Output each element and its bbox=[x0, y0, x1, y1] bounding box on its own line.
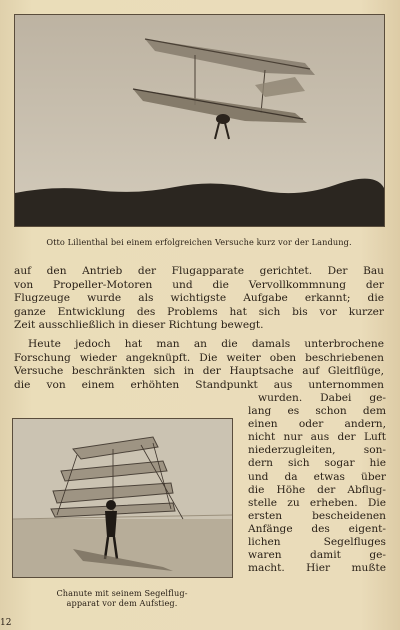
text-line: auf den Antrieb der Flugapparate gerichtet. Der Bau bbox=[14, 265, 384, 277]
text-line: macht. Hier mußte bbox=[248, 562, 386, 575]
text-line: einen oder andern, bbox=[248, 418, 386, 431]
glider-in-flight-image bbox=[15, 15, 384, 226]
text-line: nicht nur aus der Luft bbox=[248, 431, 386, 444]
text-line: die von einem erhöhten Standpunkt aus unternommen bbox=[14, 378, 384, 391]
paragraph-2 bbox=[14, 338, 384, 392]
text-line: Anfänge des eigent- bbox=[248, 522, 386, 535]
page-number: 12 bbox=[0, 618, 12, 628]
text-line: Zeit ausschließlich in dieser Richtung bewegt. bbox=[14, 319, 264, 332]
text-line: und da etwas über bbox=[248, 470, 386, 483]
text-line: Flugzeuge wurde als wichtigste Aufgabe erkannt; die bbox=[14, 292, 384, 305]
text-line: wurden. Dabei ge- bbox=[258, 392, 386, 404]
text-line: niederzugleiten, son- bbox=[248, 444, 386, 457]
text-line: waren damit ge- bbox=[248, 549, 386, 562]
text-line: die Höhe der Abflug- bbox=[248, 483, 386, 496]
text-line: lichen Segelfluges bbox=[248, 536, 386, 549]
multiplane-glider-image bbox=[13, 419, 232, 577]
text-line: lang es schon dem bbox=[248, 405, 386, 418]
caption-line: apparat vor dem Aufstieg. bbox=[66, 598, 178, 608]
text-line: stelle zu erheben. Die bbox=[248, 496, 386, 509]
text-line: ersten bescheidenen bbox=[248, 509, 386, 522]
text-line: ganze Entwicklung des Problems hat sich bis vor kurzer bbox=[14, 305, 384, 318]
bottom-photo-caption bbox=[12, 588, 232, 608]
caption-line: Chanute mit seinem Segelflug- bbox=[56, 588, 188, 598]
top-photo-caption: Otto Lilienthal bei einem erfolgreichen Versuche kurz vor der Landung. bbox=[46, 237, 352, 247]
text-line: Heute jedoch hat man an die damals unterbrochene bbox=[28, 338, 384, 350]
text-line: dern sich sogar hie bbox=[248, 457, 386, 470]
paragraph-1 bbox=[14, 265, 384, 333]
text-line: Versuche beschränkten sich in der Hauptsache auf Gleitflüge, bbox=[14, 365, 384, 378]
text-line: Forschung wieder angeknüpft. Die weiter oben beschriebenen bbox=[14, 351, 384, 364]
chanute-glider-photo bbox=[12, 418, 233, 578]
lilienthal-glider-photo bbox=[14, 14, 385, 227]
text-line: von Propeller-Motoren und die Vervollkommnung der bbox=[14, 278, 384, 291]
paragraph-2-wrapped-column bbox=[248, 392, 386, 575]
